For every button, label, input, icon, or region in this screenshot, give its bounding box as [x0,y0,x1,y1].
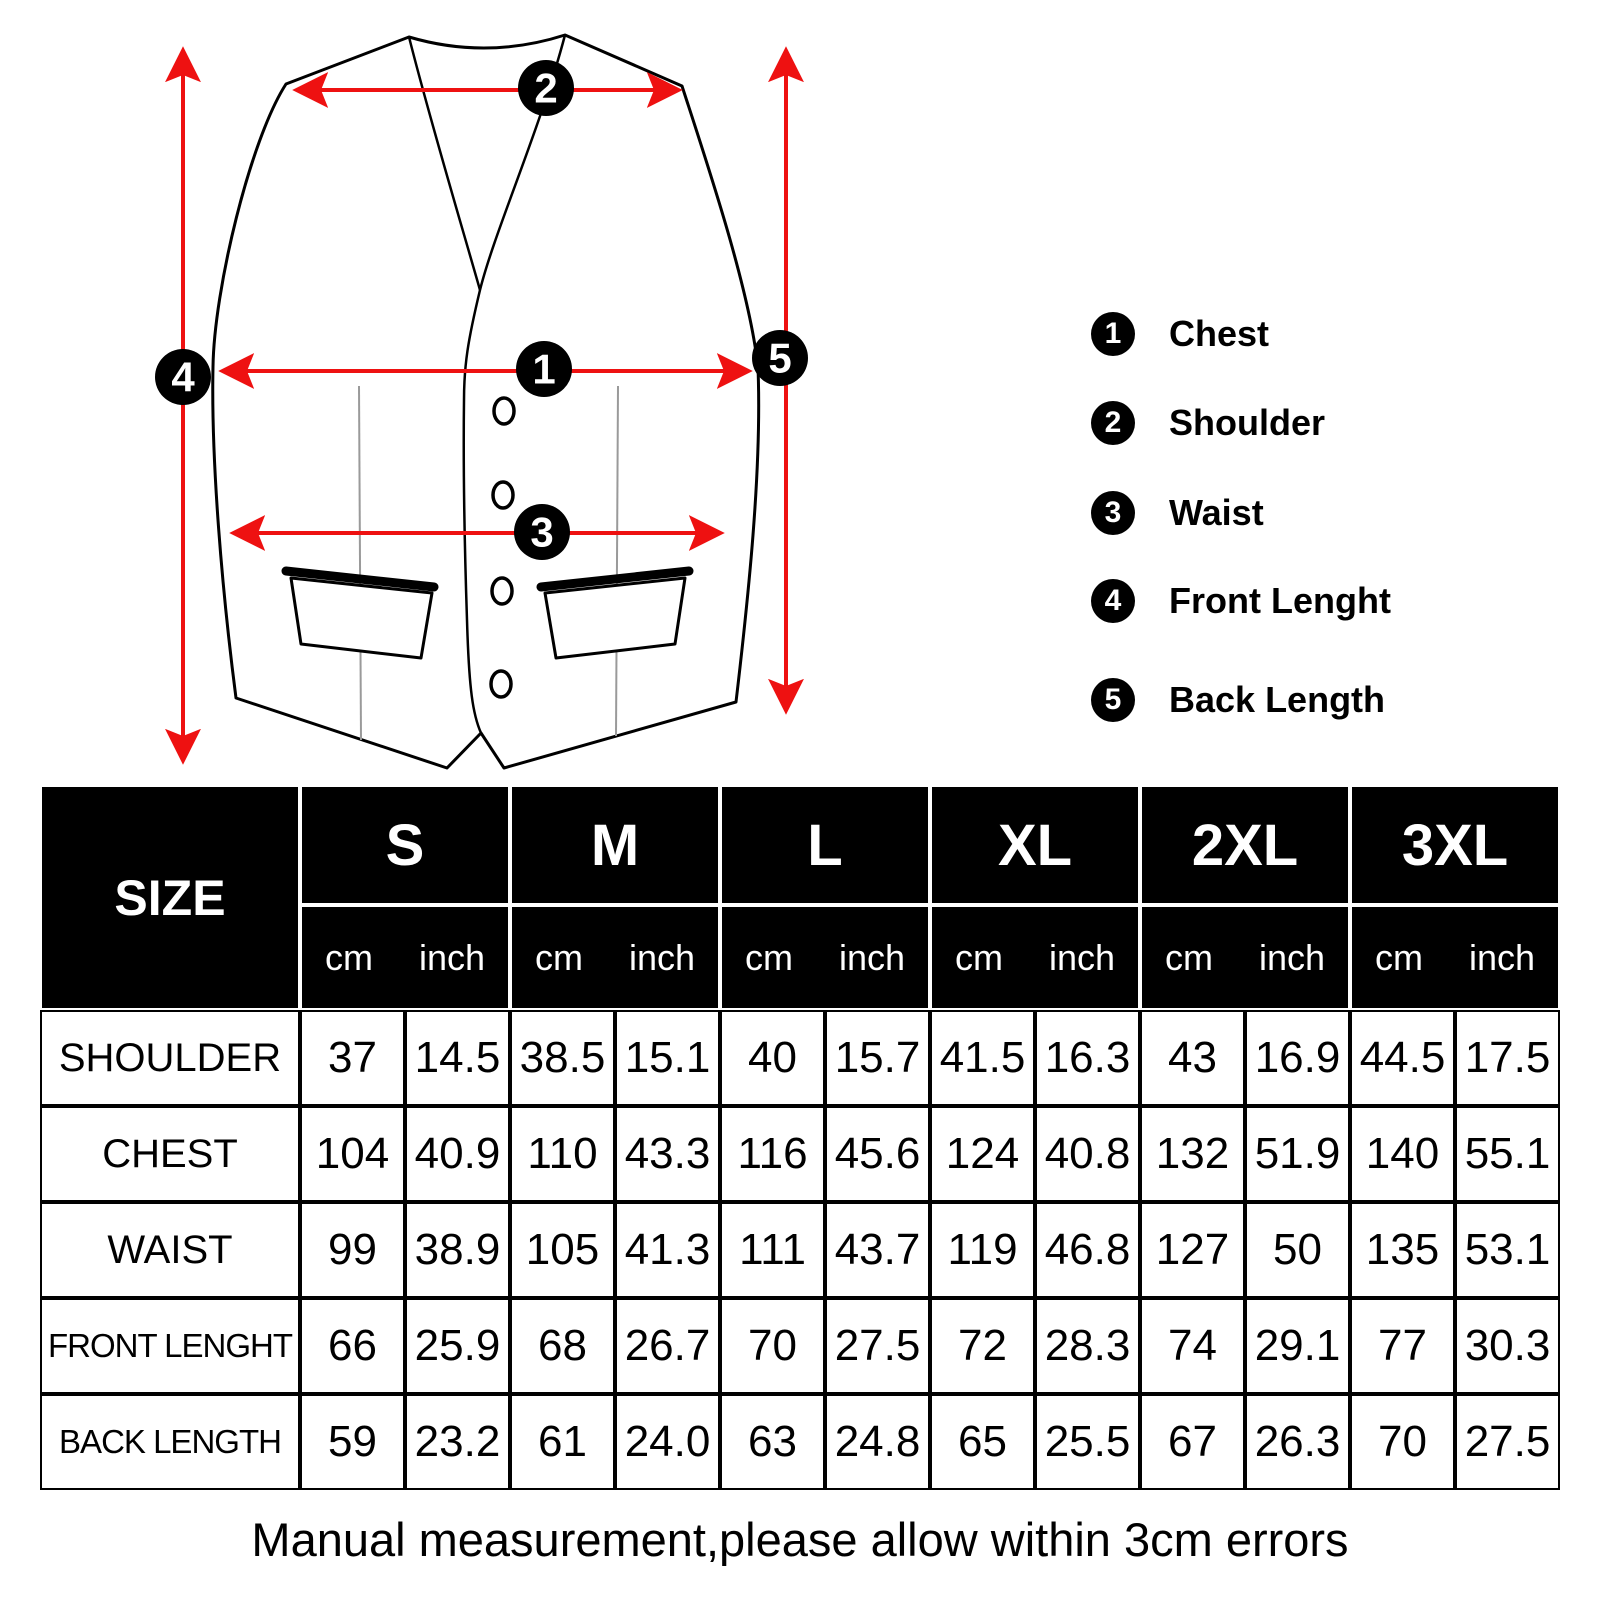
value-cell: 63 [720,1394,825,1490]
value-cell: 24.8 [825,1394,930,1490]
value-cell: 30.3 [1455,1298,1560,1394]
size-header-2xl: 2XL [1140,785,1350,905]
size-header-l: L [720,785,930,905]
value-cell: 15.1 [615,1010,720,1106]
value-cell: 26.3 [1245,1394,1350,1490]
legend-item-chest [1091,312,1391,356]
right-pocket [545,578,685,658]
value-cell: 65 [930,1394,1035,1490]
value-cell: 61 [510,1394,615,1490]
chest-badge-number: 1 [532,345,556,393]
value-cell: 40 [720,1010,825,1106]
value-cell: 27.5 [1455,1394,1560,1490]
value-cell: 15.7 [825,1010,930,1106]
value-cell: 72 [930,1298,1035,1394]
unit-inch: inch [838,936,906,978]
size-header-s: S [300,785,510,905]
value-cell: 23.2 [405,1394,510,1490]
value-cell: 132 [1140,1106,1245,1202]
value-cell: 70 [720,1298,825,1394]
size-header-3xl: 3XL [1350,785,1560,905]
size-corner-header: SIZE [40,785,300,1010]
size-header-m: M [510,785,720,905]
value-cell: 110 [510,1106,615,1202]
legend-label-chest: Chest [1169,313,1270,354]
size-header-xl: XL [930,785,1140,905]
value-cell: 43.7 [825,1202,930,1298]
legend-badge-4: 4 [1091,579,1135,623]
legend-item-front-length [1091,579,1391,623]
unit-cm: cm [745,936,793,978]
unit-inch: inch [1048,936,1116,978]
value-cell: 119 [930,1202,1035,1298]
shoulder-badge-number: 2 [534,64,558,112]
value-cell: 38.5 [510,1010,615,1106]
unit-cm: cm [1165,936,1213,978]
value-cell: 43.3 [615,1106,720,1202]
unit-header-l [720,905,930,1010]
value-cell: 28.3 [1035,1298,1140,1394]
row-label: WAIST [40,1202,300,1298]
value-cell: 51.9 [1245,1106,1350,1202]
legend-label-back-length: Back Length [1169,679,1386,720]
value-cell: 77 [1350,1298,1455,1394]
measurement-disclaimer: Manual measurement,please allow within 3cm errors [251,1513,1349,1566]
legend-badge-2: 2 [1091,401,1135,445]
unit-header-m [510,905,720,1010]
value-cell: 29.1 [1245,1298,1350,1394]
unit-header-2xl [1140,905,1350,1010]
value-cell: 17.5 [1455,1010,1560,1106]
button-2 [493,482,513,508]
unit-inch: inch [1258,936,1326,978]
value-cell: 66 [300,1298,405,1394]
value-cell: 105 [510,1202,615,1298]
button-1 [494,398,514,424]
unit-cm: cm [324,936,373,978]
value-cell: 99 [300,1202,405,1298]
legend-badge-1: 1 [1091,312,1135,356]
value-cell: 40.8 [1035,1106,1140,1202]
value-cell: 127 [1140,1202,1245,1298]
value-cell: 55.1 [1455,1106,1560,1202]
legend-label-shoulder: Shoulder [1169,402,1326,443]
value-cell: 67 [1140,1394,1245,1490]
value-cell: 135 [1350,1202,1455,1298]
value-cell: 26.7 [615,1298,720,1394]
front-length-badge-number: 4 [171,353,195,401]
value-cell: 14.5 [405,1010,510,1106]
measurement-legend [1091,312,1391,722]
legend-badge-5: 5 [1091,678,1135,722]
table-row-back-length [40,1394,1560,1490]
value-cell: 16.3 [1035,1010,1140,1106]
table-row-chest [40,1106,1560,1202]
legend-item-waist [1091,491,1391,535]
unit-header-s [300,905,510,1010]
legend-item-back-length [1091,678,1391,722]
unit-inch: inch [418,936,485,978]
unit-header-xl [930,905,1140,1010]
unit-inch: inch [1468,936,1536,978]
value-cell: 70 [1350,1394,1455,1490]
value-cell: 41.3 [615,1202,720,1298]
value-cell: 53.1 [1455,1202,1560,1298]
value-cell: 116 [720,1106,825,1202]
value-cell: 44.5 [1350,1010,1455,1106]
value-cell: 27.5 [825,1298,930,1394]
row-label: SHOULDER [40,1010,300,1106]
value-cell: 111 [720,1202,825,1298]
value-cell: 37 [300,1010,405,1106]
vest-outline [213,35,759,768]
left-pocket [291,578,432,658]
value-cell: 43 [1140,1010,1245,1106]
unit-inch: inch [628,936,696,978]
vest-illustration [213,35,759,768]
unit-cm: cm [534,936,583,978]
legend-badge-3: 3 [1091,491,1135,535]
button-3 [492,578,512,604]
table-row-front-length [40,1298,1560,1394]
value-cell: 68 [510,1298,615,1394]
value-cell: 25.5 [1035,1394,1140,1490]
size-header-row [40,785,1560,905]
size-table [40,785,1560,1490]
value-cell: 45.6 [825,1106,930,1202]
value-cell: 41.5 [930,1010,1035,1106]
unit-header-3xl [1350,905,1560,1010]
waist-badge-number: 3 [530,508,554,556]
value-cell: 124 [930,1106,1035,1202]
value-cell: 140 [1350,1106,1455,1202]
value-cell: 50 [1245,1202,1350,1298]
button-4 [491,671,511,697]
row-label: CHEST [40,1106,300,1202]
value-cell: 40.9 [405,1106,510,1202]
vest-measurement-diagram [0,0,1040,785]
table-row-shoulder [40,1010,1560,1106]
value-cell: 59 [300,1394,405,1490]
value-cell: 74 [1140,1298,1245,1394]
legend-item-shoulder [1091,401,1391,445]
unit-cm: cm [955,936,1003,978]
row-label: FRONT LENGHT [40,1298,300,1394]
value-cell: 25.9 [405,1298,510,1394]
row-label: BACK LENGTH [40,1394,300,1490]
value-cell: 38.9 [405,1202,510,1298]
value-cell: 16.9 [1245,1010,1350,1106]
unit-cm: cm [1375,936,1423,978]
value-cell: 104 [300,1106,405,1202]
legend-label-waist: Waist [1169,492,1264,533]
back-length-badge-number: 5 [768,334,792,382]
legend-label-front-length: Front Lenght [1169,580,1391,621]
value-cell: 24.0 [615,1394,720,1490]
table-row-waist [40,1202,1560,1298]
value-cell: 46.8 [1035,1202,1140,1298]
